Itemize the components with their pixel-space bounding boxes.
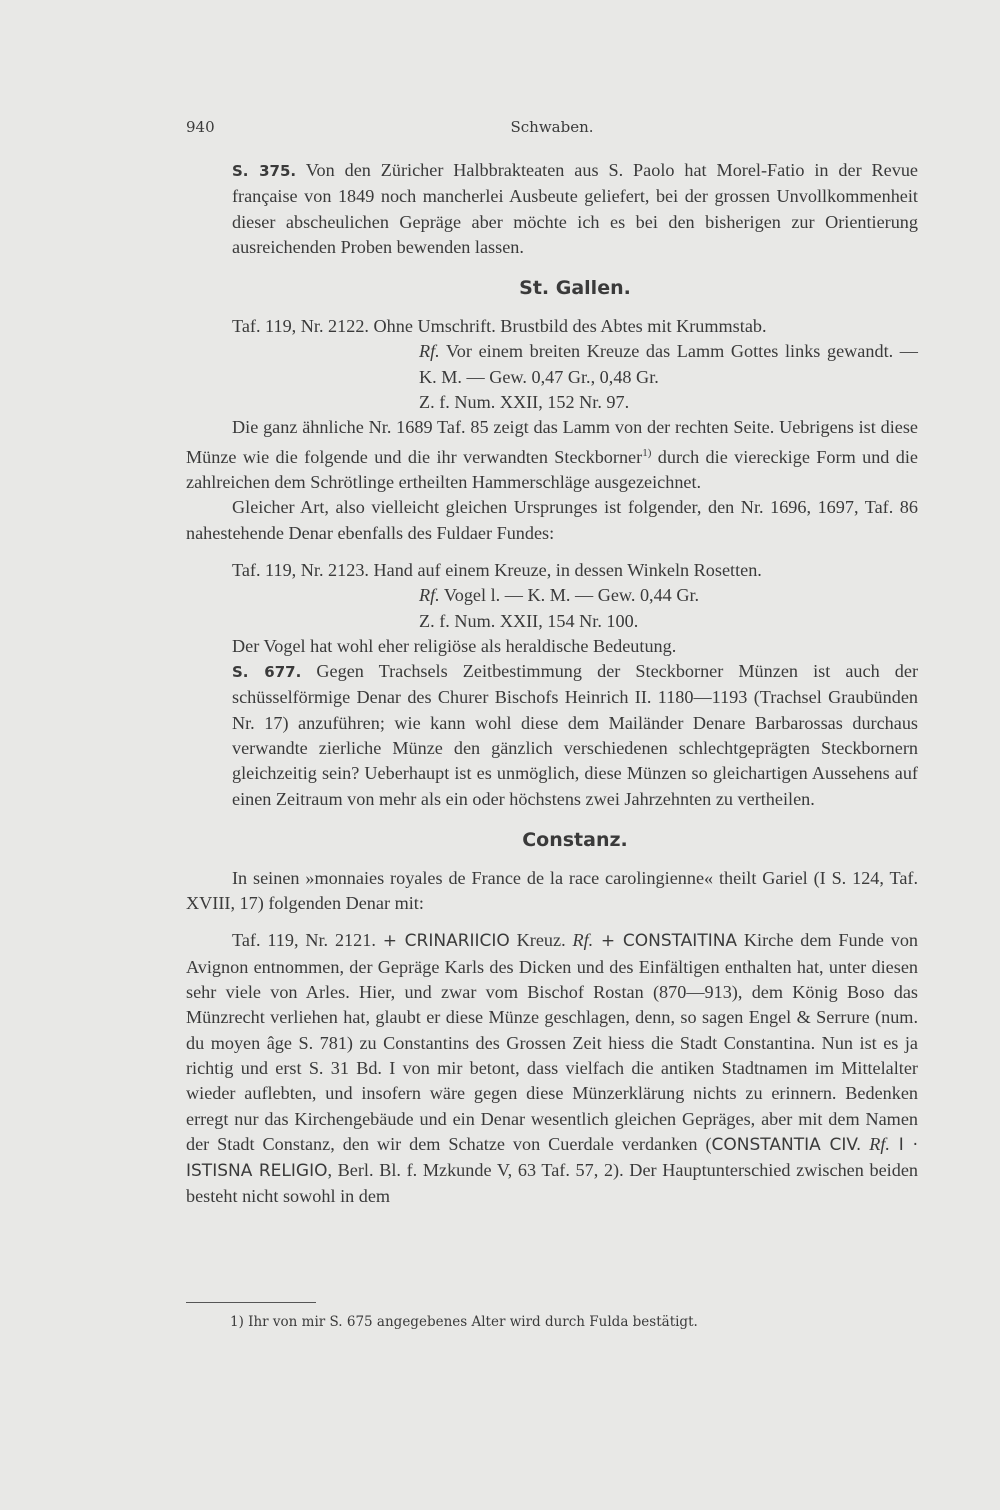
aehnlich-text: Die ganz ähnliche Nr. 1689 Taf. 85 zeigt das Lamm von der rechten Seite. Uebrigens ist diese Münze wie die folgende und die ihr verwandten Steckborner xyxy=(186,417,918,467)
aehnlich-text-end: durch die viereckige Form und die zahlreichen dem Schrötlinge ertheilten Hammerschläge ausgezeichnet. xyxy=(186,446,918,493)
footnote-ref-marker: 1) xyxy=(642,446,652,459)
footnote xyxy=(230,1313,920,1331)
running-head: Schwaben. xyxy=(510,118,594,136)
entry-2121-mid: Kreuz. xyxy=(509,930,573,951)
entry-2121-end: , Berl. Bl. f. Mzkunde V, 63 Taf. 57, 2). Der Hauptunterschied zwischen beiden besteht nicht sowohl in dem xyxy=(186,1160,918,1207)
entry-2122-reference: Z. f. Num. XXII, 152 Nr. 97. xyxy=(419,392,630,413)
paragraph-gleicher: Gleicher Art, also vielleicht gleichen Ursprunges ist folgender, den Nr. 1696, 1697, Taf. 86 nahestehende Denar ebenfalls des Fuldaer Fundes: xyxy=(186,497,918,543)
section-ref-s677: S. 677. xyxy=(232,663,302,682)
coin-legend-constantia: CONSTANTIA CIV. xyxy=(711,1134,862,1155)
footnote-text: Ihr von mir S. 675 angegebenes Alter wird durch Fulda bestätigt. xyxy=(243,1314,698,1330)
section-ref-s375: S. 375. xyxy=(232,162,297,180)
paragraph-vogel: Der Vogel hat wohl eher religiöse als heraldische Bedeutung. xyxy=(232,635,677,656)
page-number: 940 xyxy=(186,118,215,136)
paragraph-s375 xyxy=(186,158,918,260)
entry-2123-line2: Vogel l. — K. M. — Gew. 0,44 Gr. xyxy=(439,585,700,606)
entry-2121-rf2: Rf. xyxy=(861,1133,890,1154)
s677-text: Gegen Trachsels Zeitbestimmung der Steckborner Münzen ist auch der schüsselförmige Denar des Churer Bischofs Heinrich II. 1180—1193 (Trachsel Graubünden Nr. 17) anzuführen; wie kann wohl diese dem Mailänder Denare Barbarossas durchaus verwandte zierliche Münze den gänzlich verschiedenen schlechtgeprägten Steckbornern gleichzeitig sein? Ueberhaupt ist es unmöglich, diese Münzen so gleichartigen Aussehens auf einen Zeitraum von mehr als ein oder höchstens zwei Jahrzehnten zu vertheilen. xyxy=(232,661,919,809)
coin-legend-religio: I · ISTISNA RELIGIO xyxy=(186,1134,918,1182)
entry-2123-rf: Rf. xyxy=(419,585,440,606)
entry-2122-line2: Vor einem breiten Kreuze das Lamm Gottes links gewandt. — K. M. — Gew. 0,47 Gr., 0,48 Gr. xyxy=(419,341,918,387)
heading-constanz: Constanz. xyxy=(522,828,628,851)
entry-2123-reverse xyxy=(186,583,918,608)
entry-2123 xyxy=(186,558,918,583)
paragraph-aehnlich xyxy=(186,415,918,495)
entry-2121-start: Taf. 119, Nr. 2121. xyxy=(232,930,383,951)
paragraph-gariel: In seinen »monnaies royales de France de la race carolingienne« theilt Gariel (I S. 124, Taf. XVIII, 17) folgenden Denar mit: xyxy=(186,867,918,914)
heading-st-gallen: St. Gallen. xyxy=(519,277,631,300)
entry-2122-line1: Taf. 119, Nr. 2122. Ohne Umschrift. Brustbild des Abtes mit Krummstab. xyxy=(232,316,767,337)
s375-text: Von den Züricher Halbbrakteaten aus S. Paolo hat Morel-Fatio in der Revue française von 1849 noch mancherlei Ausbeute geliefert, bei der grossen Unvollkommenheit dieser abscheulichen Gepräge aber möchte ich es bei den bisherigen zur Orientierung ausreichenden Proben bewenden lassen. xyxy=(232,160,919,257)
entry-2122-rf: Rf. xyxy=(419,341,440,362)
coin-legend-obverse: + CRINARIICIO xyxy=(382,931,510,952)
entry-2123-reference: Z. f. Num. XXII, 154 Nr. 100. xyxy=(419,610,639,631)
coin-legend-reverse: + CONSTAITINA xyxy=(593,931,738,952)
paragraph-s677 xyxy=(186,659,918,812)
entry-2122-reverse xyxy=(186,339,918,390)
entry-2121-text: Kirche dem Funde von Avignon entnommen, der Gepräge Karls des Dicken und des Einfältigen enthalten hat, unter diesen sehr viele von Arles. Hier, und zwar vom Bischof Rostan (870—913), dem König Boso das Münzrecht verliehen hat, glaubt er diese Münze geschlagen, denn, so sagen Engel & Serrure (num. du moyen âge S. 781) zu Constantins des Grossen Zeit hiess die Stadt Constantina. Nun ist es ja richtig und erst S. 31 Bd. I von mir betont, dass vielfach die antiken Stadtnamen im Mittelalter wieder auflebten, und insofern wäre gegen diese Münzerklärung nichts zu erinnern. Bedenken erregt nur das Kirchengebäude und ein Denar wesentlich gleichen Gepräges, aber mit dem Namen der Stadt Constanz, den wir dem Schatze von Cuerdale verdanken ( xyxy=(186,930,919,1154)
entry-2123-line1: Taf. 119, Nr. 2123. Hand auf einem Kreuze, in dessen Winkeln Rosetten. xyxy=(232,559,762,580)
body-text xyxy=(186,158,918,1210)
entry-2121 xyxy=(186,928,918,1209)
entry-2122 xyxy=(186,314,918,339)
footnote-divider xyxy=(186,1302,316,1303)
entry-2121-rf: Rf. xyxy=(572,930,594,951)
footnote-marker: 1) xyxy=(230,1314,244,1330)
